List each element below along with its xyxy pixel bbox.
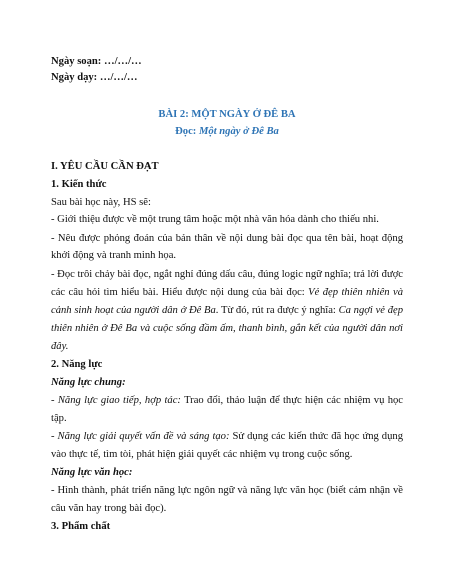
- knowledge-intro: Sau bài học này, HS sẽ:: [51, 197, 151, 208]
- knowledge-bullet-3-line-2: các câu hỏi tìm hiểu bài. Hiểu được nội dung của bài đọc: Vẻ đẹp thiên nhiên và: [51, 287, 403, 298]
- lesson-subtitle: Đọc: Một ngày ở Đê Ba: [175, 126, 279, 137]
- competence-heading: 2. Năng lực: [51, 359, 103, 370]
- knowledge-bullet-3-line-4: thiên nhiên ở Đê Ba và cuộc sống đầm ấm, thanh bình, gắn kết của người dân nơi: [51, 323, 403, 334]
- prep-date: Ngày soạn: …/…/…: [51, 56, 142, 67]
- lesson-title: BÀI 2: MỘT NGÀY Ở ĐÊ BA: [158, 109, 296, 120]
- knowledge-bullet-3-line-3: cảnh sinh hoạt của người dân ở Đê Ba. Từ đó, rút ra được ý nghĩa: Ca ngợi vẻ đẹp: [51, 305, 404, 316]
- knowledge-bullet-2-line-2: khởi động và tranh minh họa.: [51, 250, 177, 261]
- general-competence-1-line-2: tập.: [51, 413, 67, 424]
- general-competence-2-line-2: vào thực tế, tìm tòi, phát hiện giải quyết các nhiệm vụ trong cuộc sống.: [51, 449, 353, 460]
- general-competence-1-line-1: - Năng lực giao tiếp, hợp tác: Trao đổi, thảo luận để thực hiện các nhiệm vụ học: [51, 395, 403, 406]
- literary-competence-heading: Năng lực văn học:: [51, 467, 133, 478]
- knowledge-bullet-2-line-1: - Nêu được phỏng đoán của bản thân về nội dung bài đọc qua tên bài, hoạt động: [51, 233, 403, 244]
- knowledge-bullet-3-line-1: - Đọc trôi chảy bài đọc, ngắt nghỉ đúng dấu câu, đúng logic ngữ nghĩa; trả lời được: [51, 269, 403, 280]
- teach-date: Ngày dạy: …/…/…: [51, 72, 138, 83]
- general-competence-2-line-1: - Năng lực giải quyết vấn đề và sáng tạo: Sử dụng các kiến thức đã học ứng dụng: [51, 431, 403, 442]
- literary-competence-1-line-1: - Hình thành, phát triển năng lực ngôn ngữ và năng lực văn học (biết cảm nhận về: [51, 485, 403, 496]
- knowledge-bullet-3-line-5: đây.: [51, 341, 69, 352]
- knowledge-bullet-1: - Giới thiệu được về một trung tâm hoặc một nhà văn hóa dành cho thiếu nhi.: [51, 214, 379, 225]
- literary-competence-1-line-2: câu văn hay trong bài đọc).: [51, 503, 167, 514]
- qualities-heading: 3. Phẩm chất: [51, 521, 111, 532]
- general-competence-heading: Năng lực chung:: [51, 377, 126, 388]
- knowledge-heading: 1. Kiến thức: [51, 179, 107, 190]
- section-heading: I. YÊU CẦU CẦN ĐẠT: [51, 161, 159, 172]
